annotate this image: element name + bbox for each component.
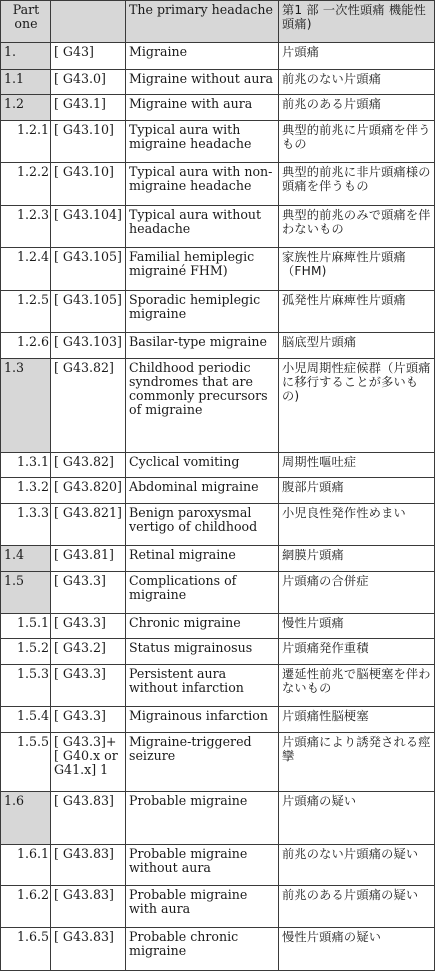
table-row xyxy=(1,639,435,664)
header-english: The primary headache xyxy=(126,1,279,43)
row-number: 1.3.2 xyxy=(1,478,51,503)
japanese-name: 前兆のない片頭痛 xyxy=(279,69,435,94)
english-name: Basilar-type migraine xyxy=(126,333,279,358)
japanese-name: 前兆のある片頭痛 xyxy=(279,95,435,120)
japanese-name: 慢性片頭痛 xyxy=(279,614,435,639)
japanese-name: 脳底型片頭痛 xyxy=(279,333,435,358)
japanese-name: 片頭痛の疑い xyxy=(279,792,435,845)
table-row xyxy=(1,120,435,163)
table-row xyxy=(1,95,435,120)
icd-code: [ G43.83] xyxy=(51,792,126,845)
japanese-name: 遷延性前兆で脳梗塞を伴わないもの xyxy=(279,664,435,707)
english-name: Migraine-triggered seizure xyxy=(126,732,279,792)
japanese-name: 網膜片頭痛 xyxy=(279,546,435,571)
english-name: Persistent aura without infarction xyxy=(126,664,279,707)
table-row xyxy=(1,205,435,248)
english-name: Probable migraine xyxy=(126,792,279,845)
header-code xyxy=(51,1,126,43)
japanese-name: 典型的前兆に片頭痛を伴うもの xyxy=(279,120,435,163)
table-row xyxy=(1,290,435,333)
english-name: Probable migraine with aura xyxy=(126,885,279,928)
icd-code: [ G43.83] xyxy=(51,885,126,928)
japanese-name: 孤発性片麻痺性片頭痛 xyxy=(279,290,435,333)
table-row xyxy=(1,503,435,546)
japanese-name: 片頭痛発作重積 xyxy=(279,639,435,664)
english-name: Migraine with aura xyxy=(126,95,279,120)
icd-code: [ G43.3] xyxy=(51,707,126,732)
icd-code: [ G43.103] xyxy=(51,333,126,358)
row-number: 1.2.1 xyxy=(1,120,51,163)
japanese-name: 前兆のある片頭痛の疑い xyxy=(279,885,435,928)
icd-code: [ G43.82] xyxy=(51,452,126,477)
icd-code: [ G43.82] xyxy=(51,358,126,452)
row-number: 1.3 xyxy=(1,358,51,452)
row-number: 1.3.3 xyxy=(1,503,51,546)
table-row xyxy=(1,358,435,452)
icd-code: [ G43.3] xyxy=(51,571,126,614)
icd-code: [ G43.10] xyxy=(51,120,126,163)
english-name: Status migrainosus xyxy=(126,639,279,664)
japanese-name: 腹部片頭痛 xyxy=(279,478,435,503)
row-number: 1.5.2 xyxy=(1,639,51,664)
table-row xyxy=(1,452,435,477)
english-name: Benign paroxysmal vertigo of childhood xyxy=(126,503,279,546)
table-row xyxy=(1,732,435,792)
row-number: 1.6.1 xyxy=(1,845,51,886)
row-number: 1.2.5 xyxy=(1,290,51,333)
icd-code: [ G43.821] xyxy=(51,503,126,546)
table-row xyxy=(1,333,435,358)
row-number: 1.2 xyxy=(1,95,51,120)
japanese-name: 片頭痛 xyxy=(279,42,435,69)
icd-code: [ G43.83] xyxy=(51,845,126,886)
header-row xyxy=(1,1,435,43)
row-number: 1.2.4 xyxy=(1,248,51,291)
icd-code: [ G43.3] xyxy=(51,614,126,639)
table-row xyxy=(1,248,435,291)
icd-code: [ G43.0] xyxy=(51,69,126,94)
row-number: 1.5.1 xyxy=(1,614,51,639)
icd-code: [ G43.820] xyxy=(51,478,126,503)
japanese-name: 家族性片麻痺性片頭痛（FHM) xyxy=(279,248,435,291)
table-row xyxy=(1,571,435,614)
english-name: Migraine xyxy=(126,42,279,69)
icd-code: [ G43.1] xyxy=(51,95,126,120)
table-row xyxy=(1,163,435,206)
english-name: Typical aura with non-migraine headache xyxy=(126,163,279,206)
table-row xyxy=(1,928,435,971)
japanese-name: 片頭痛により誘発される痙攣 xyxy=(279,732,435,792)
row-number: 1.5.5 xyxy=(1,732,51,792)
japanese-name: 片頭痛の合併症 xyxy=(279,571,435,614)
table-row xyxy=(1,42,435,69)
table-row xyxy=(1,885,435,928)
english-name: Childhood periodic syndromes that are commonly precursors of migraine xyxy=(126,358,279,452)
japanese-name: 周期性嘔吐症 xyxy=(279,452,435,477)
english-name: Migrainous infarction xyxy=(126,707,279,732)
row-number: 1.5.3 xyxy=(1,664,51,707)
row-number: 1.1 xyxy=(1,69,51,94)
english-name: Familial hemiplegic migrainé FHM) xyxy=(126,248,279,291)
header-part-one: Part one xyxy=(1,1,51,43)
icd-code: [ G43.105] xyxy=(51,290,126,333)
icd-code: [ G43] xyxy=(51,42,126,69)
icd-code: [ G43.3] xyxy=(51,664,126,707)
row-number: 1.5.4 xyxy=(1,707,51,732)
english-name: Typical aura without headache xyxy=(126,205,279,248)
row-number: 1. xyxy=(1,42,51,69)
row-number: 1.6 xyxy=(1,792,51,845)
japanese-name: 典型的前兆のみで頭痛を伴わないもの xyxy=(279,205,435,248)
row-number: 1.2.6 xyxy=(1,333,51,358)
english-name: Cyclical vomiting xyxy=(126,452,279,477)
table-row xyxy=(1,546,435,571)
english-name: Retinal migraine xyxy=(126,546,279,571)
icd-code: [ G43.81] xyxy=(51,546,126,571)
icd-code: [ G43.2] xyxy=(51,639,126,664)
japanese-name: 小児良性発作性めまい xyxy=(279,503,435,546)
row-number: 1.2.2 xyxy=(1,163,51,206)
japanese-name: 慢性片頭痛の疑い xyxy=(279,928,435,971)
icd-code: [ G43.83] xyxy=(51,928,126,971)
japanese-name: 典型的前兆に非片頭痛様の頭痛を伴うもの xyxy=(279,163,435,206)
english-name: Chronic migraine xyxy=(126,614,279,639)
japanese-name: 小児周期性症候群（片頭痛に移行することが多いもの) xyxy=(279,358,435,452)
table-row xyxy=(1,664,435,707)
table-row xyxy=(1,707,435,732)
table-row xyxy=(1,69,435,94)
icd-code: [ G43.104] xyxy=(51,205,126,248)
english-name: Typical aura with migraine headache xyxy=(126,120,279,163)
icd-code: [ G43.3]+ [ G40.x or G41.x] 1 xyxy=(51,732,126,792)
icd-code: [ G43.105] xyxy=(51,248,126,291)
english-name: Probable chronic migraine xyxy=(126,928,279,971)
header-japanese: 第1 部 一次性頭痛 機能性頭痛) xyxy=(279,1,435,43)
table-row xyxy=(1,792,435,845)
icd-code: [ G43.10] xyxy=(51,163,126,206)
japanese-name: 前兆のない片頭痛の疑い xyxy=(279,845,435,886)
table-row xyxy=(1,478,435,503)
english-name: Migraine without aura xyxy=(126,69,279,94)
english-name: Complications of migraine xyxy=(126,571,279,614)
row-number: 1.6.5 xyxy=(1,928,51,971)
row-number: 1.2.3 xyxy=(1,205,51,248)
english-name: Sporadic hemiplegic migraine xyxy=(126,290,279,333)
row-number: 1.5 xyxy=(1,571,51,614)
english-name: Probable migraine without aura xyxy=(126,845,279,886)
japanese-name: 片頭痛性脳梗塞 xyxy=(279,707,435,732)
table-row xyxy=(1,845,435,886)
row-number: 1.4 xyxy=(1,546,51,571)
table-row xyxy=(1,614,435,639)
row-number: 1.6.2 xyxy=(1,885,51,928)
row-number: 1.3.1 xyxy=(1,452,51,477)
table-body xyxy=(1,1,435,971)
english-name: Abdominal migraine xyxy=(126,478,279,503)
